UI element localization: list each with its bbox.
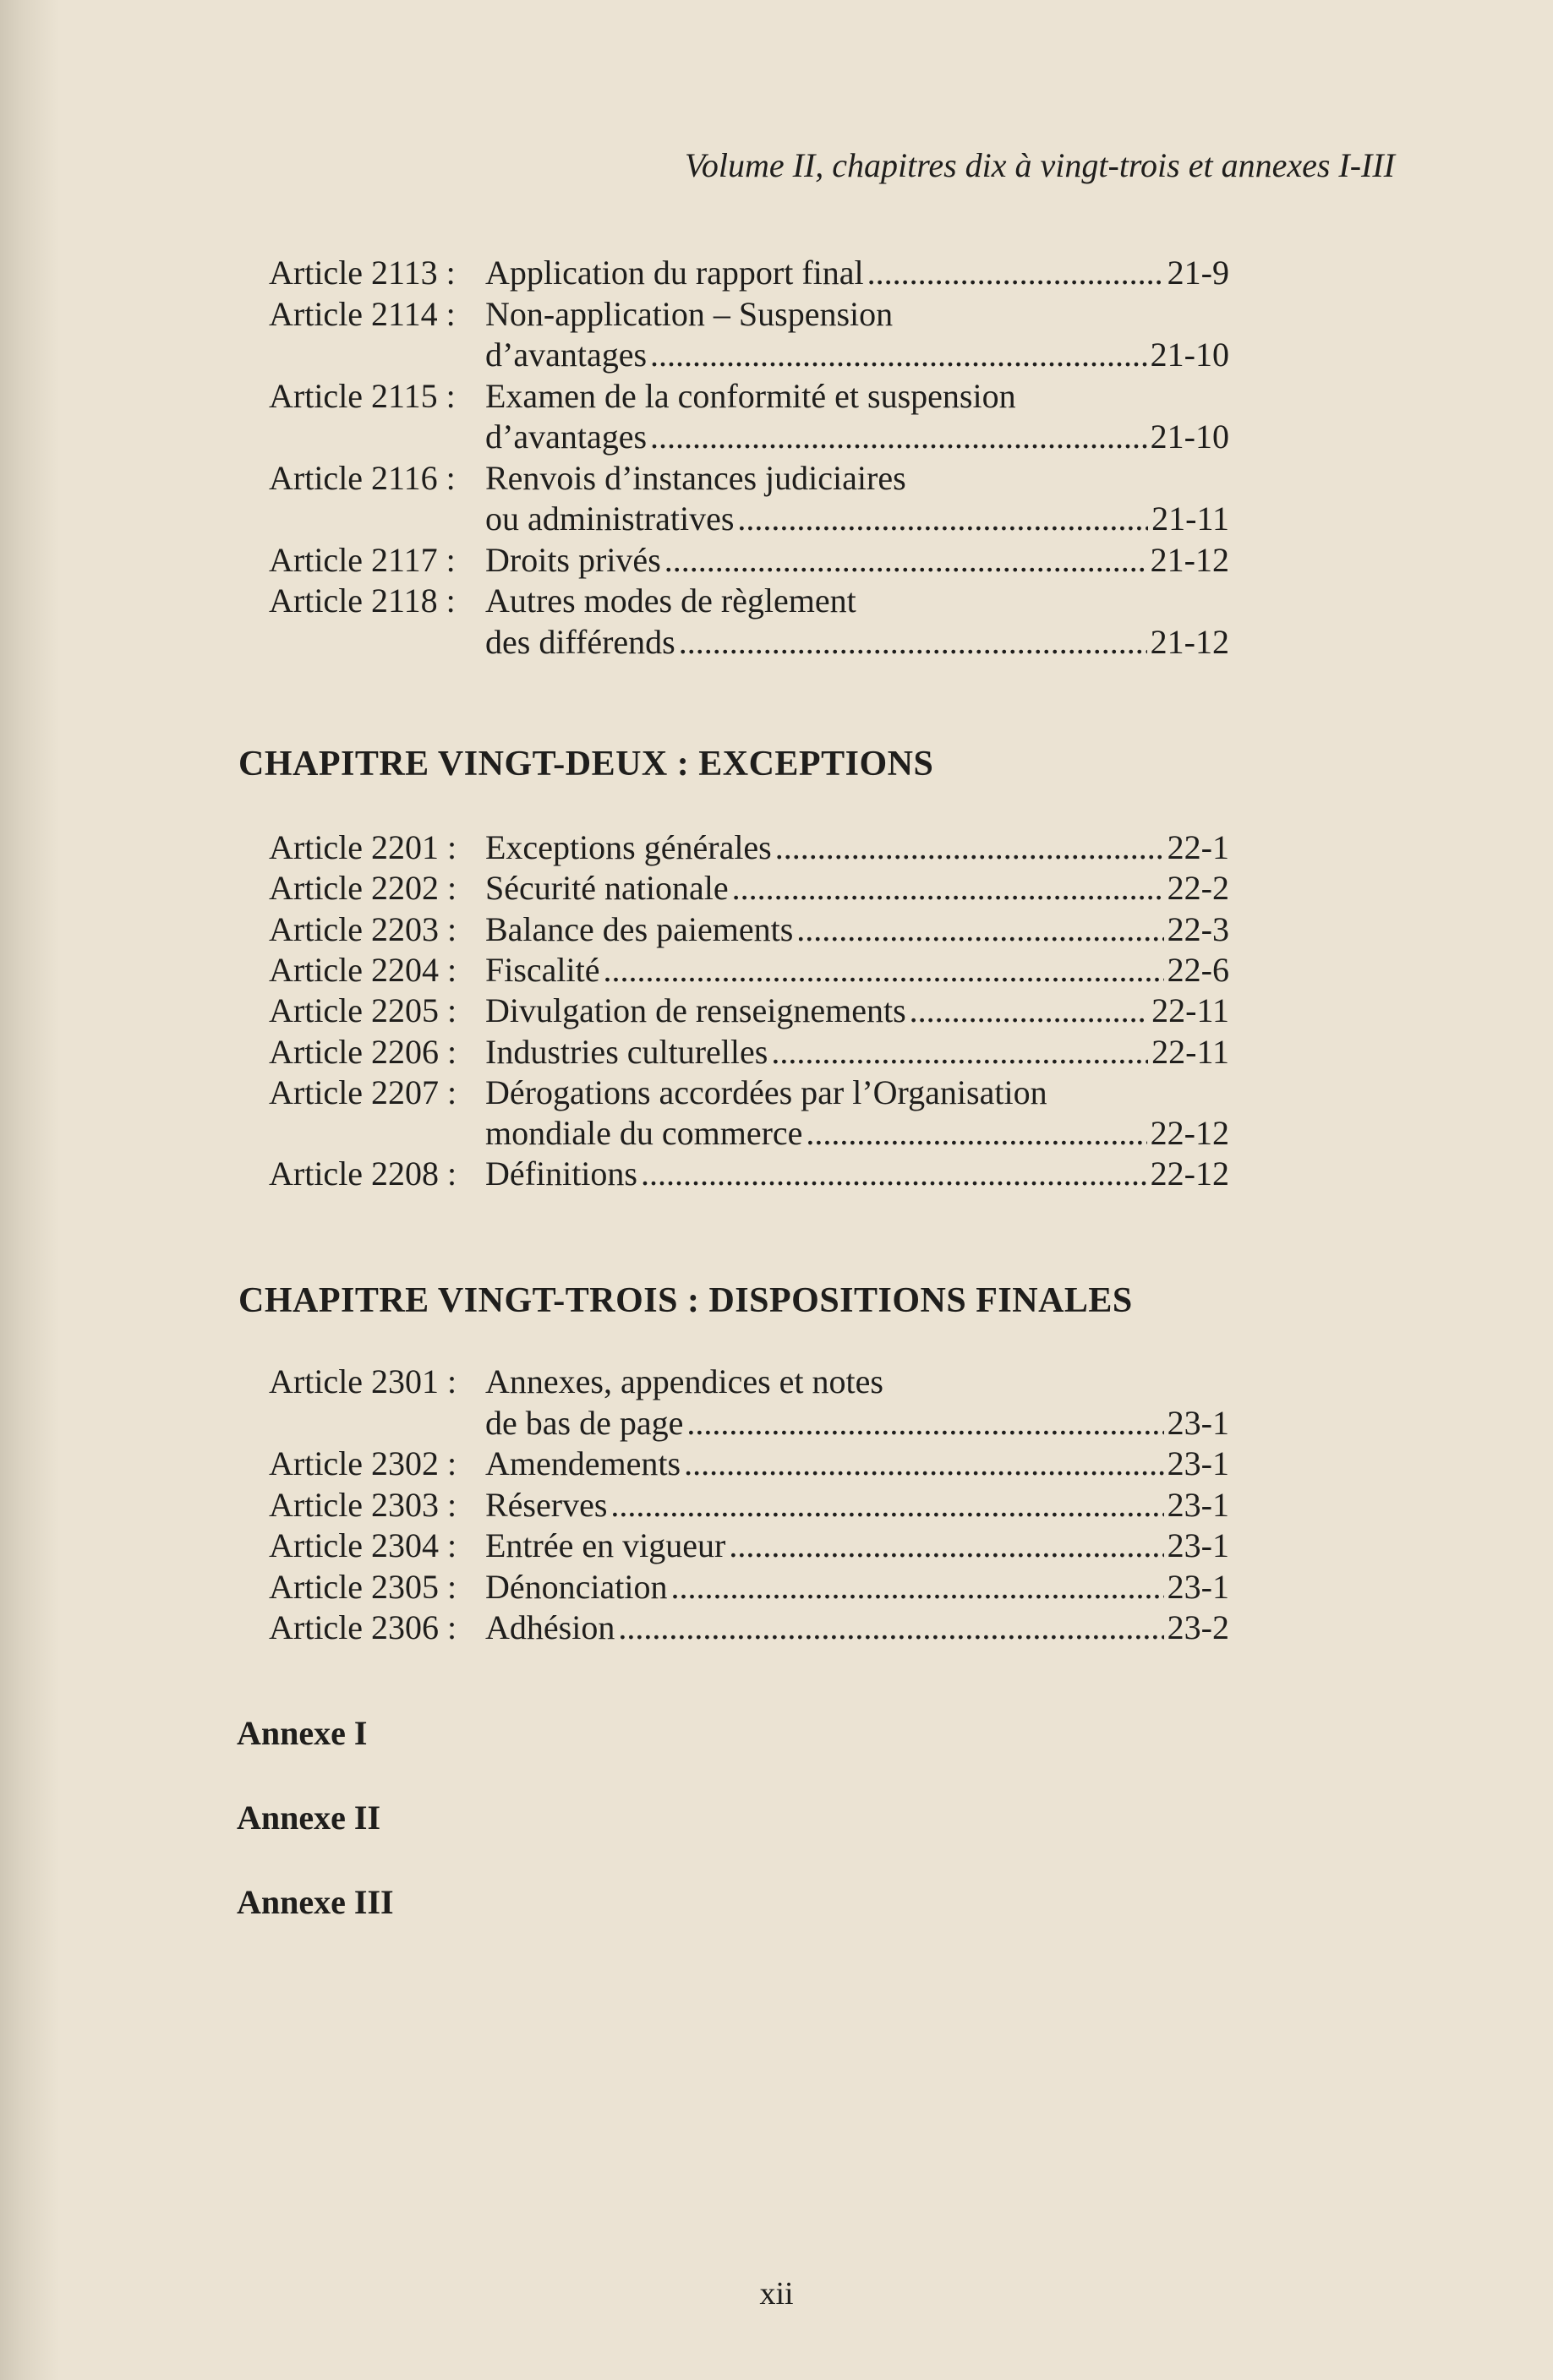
toc-row <box>0 498 1553 540</box>
article-number: Article 2113 : <box>269 254 456 292</box>
toc-row <box>0 1566 1553 1608</box>
toc-entry <box>485 1525 1229 1567</box>
toc-row <box>0 1361 1553 1403</box>
toc-entry <box>485 1607 1229 1649</box>
dot-leader <box>775 827 1164 869</box>
article-number: Article 2116 : <box>269 458 456 497</box>
toc-entry <box>485 1072 1229 1114</box>
toc-entry <box>485 334 1229 376</box>
toc-entry <box>485 1484 1229 1526</box>
toc-entry <box>485 990 1229 1032</box>
page-ref: 23-2 <box>1167 1608 1229 1646</box>
page-ref: 21-12 <box>1150 540 1229 579</box>
page-ref: 21-10 <box>1150 418 1229 456</box>
toc-entry <box>485 1566 1229 1608</box>
page-ref: 22-12 <box>1150 1114 1229 1153</box>
page-ref: 23-1 <box>1167 1526 1229 1564</box>
page-ref: 22-11 <box>1151 991 1229 1030</box>
annex-1: Annexe I <box>237 1714 368 1752</box>
entry-title: d’avantages <box>485 336 648 374</box>
toc-entry <box>485 375 1229 418</box>
article-number: Article 2203 : <box>269 909 457 948</box>
toc-row <box>0 539 1553 581</box>
article-number: Article 2204 : <box>269 950 457 989</box>
page-ref: 22-11 <box>1151 1032 1229 1071</box>
entry-title: Définitions <box>485 1155 637 1193</box>
entry-title: Entrée en vigueur <box>485 1526 726 1564</box>
running-header: Volume II, chapitres dix à vingt-trois et annexes I-III <box>684 146 1395 184</box>
annex-3: Annexe III <box>237 1883 394 1921</box>
toc-row <box>0 1443 1553 1485</box>
entry-title: Droits privés <box>485 540 661 579</box>
toc-entry <box>485 498 1229 540</box>
entry-title: Balance des paiements <box>485 909 794 948</box>
toc-row <box>0 416 1553 458</box>
toc-entry <box>485 909 1229 951</box>
page-number: xii <box>759 2276 794 2312</box>
dot-leader <box>686 1402 1163 1444</box>
dot-leader <box>650 334 1147 376</box>
toc-row <box>0 949 1553 991</box>
toc-row <box>0 1112 1553 1155</box>
dot-leader <box>610 1484 1163 1526</box>
toc-row <box>0 375 1553 418</box>
dot-leader <box>664 539 1147 581</box>
dot-leader <box>732 867 1164 909</box>
article-number: Article 2114 : <box>269 294 456 333</box>
page-ref: 21-10 <box>1150 336 1229 374</box>
page-ref: 23-1 <box>1167 1403 1229 1442</box>
page-ref: 22-2 <box>1167 869 1229 908</box>
dot-leader <box>806 1112 1146 1155</box>
toc-entry <box>485 1402 1229 1444</box>
chapter-23-heading: CHAPITRE VINGT-TROIS : DISPOSITIONS FINALES <box>238 1281 1133 1320</box>
dot-leader <box>641 1153 1147 1195</box>
article-number: Article 2208 : <box>269 1155 457 1193</box>
toc-entry <box>485 1443 1229 1485</box>
article-number: Article 2304 : <box>269 1526 457 1564</box>
dot-leader <box>771 1031 1148 1073</box>
toc-row <box>0 1525 1553 1567</box>
dot-leader <box>737 498 1148 540</box>
toc-entry <box>485 539 1229 581</box>
toc-row <box>0 1402 1553 1444</box>
toc-entry <box>485 580 1229 622</box>
page-ref: 21-9 <box>1167 254 1229 292</box>
toc-entry <box>485 1031 1229 1073</box>
dot-leader <box>671 1566 1164 1608</box>
dot-leader <box>604 949 1164 991</box>
entry-title: Dénonciation <box>485 1567 668 1606</box>
toc-row <box>0 1153 1553 1195</box>
article-number: Article 2303 : <box>269 1485 457 1524</box>
dot-leader <box>684 1443 1164 1485</box>
toc-entry <box>485 252 1229 294</box>
article-number: Article 2305 : <box>269 1567 457 1606</box>
toc-row <box>0 827 1553 869</box>
toc-row <box>0 1607 1553 1649</box>
entry-title: Annexes, appendices et notes <box>485 1362 883 1400</box>
entry-title: Non-application – Suspension <box>485 294 894 333</box>
annex-2: Annexe II <box>237 1799 381 1837</box>
entry-title: Adhésion <box>485 1608 615 1646</box>
toc-entry <box>485 949 1229 991</box>
article-number: Article 2206 : <box>269 1032 457 1071</box>
entry-title: Réserves <box>485 1485 608 1524</box>
page-ref: 22-12 <box>1150 1155 1229 1193</box>
article-number: Article 2306 : <box>269 1608 457 1646</box>
article-number: Article 2301 : <box>269 1362 457 1400</box>
toc-entry <box>485 1112 1229 1155</box>
dot-leader <box>729 1525 1163 1567</box>
dot-leader <box>796 909 1163 951</box>
article-number: Article 2115 : <box>269 376 456 415</box>
entry-title: des différends <box>485 622 675 661</box>
page-ref: 23-1 <box>1167 1567 1229 1606</box>
entry-title: ou administratives <box>485 499 735 538</box>
entry-title: Exceptions générales <box>485 828 772 866</box>
entry-title: d’avantages <box>485 418 648 456</box>
article-number: Article 2302 : <box>269 1444 457 1482</box>
entry-title: Autres modes de règlement <box>485 581 856 620</box>
toc-row <box>0 252 1553 294</box>
entry-title: Sécurité nationale <box>485 869 729 908</box>
article-number: Article 2117 : <box>269 540 456 579</box>
entry-title: de bas de page <box>485 1403 684 1442</box>
toc-entry <box>485 293 1229 336</box>
page-ref: 23-1 <box>1167 1444 1229 1482</box>
toc-row <box>0 334 1553 376</box>
page-ref: 23-1 <box>1167 1485 1229 1524</box>
dot-leader <box>618 1607 1163 1649</box>
toc-entry <box>485 867 1229 909</box>
entry-title: Divulgation de renseignements <box>485 991 906 1030</box>
entry-title: Renvois d’instances judiciaires <box>485 458 906 497</box>
entry-title: Amendements <box>485 1444 681 1482</box>
article-number: Article 2201 : <box>269 828 457 866</box>
entry-title: Industries culturelles <box>485 1032 768 1071</box>
toc-entry <box>485 457 1229 499</box>
entry-title: Fiscalité <box>485 950 600 989</box>
toc-entry <box>485 1153 1229 1195</box>
toc-row <box>0 1484 1553 1526</box>
entry-title: Dérogations accordées par l’Organisation <box>485 1073 1047 1111</box>
entry-title: Application du rapport final <box>485 254 864 292</box>
dot-leader <box>910 990 1149 1032</box>
toc-entry <box>485 827 1229 869</box>
page-ref: 22-3 <box>1167 909 1229 948</box>
toc-row <box>0 909 1553 951</box>
page-ref: 21-11 <box>1151 499 1229 538</box>
chapter-22-heading: CHAPITRE VINGT-DEUX : EXCEPTIONS <box>238 745 934 783</box>
article-number: Article 2118 : <box>269 581 456 620</box>
toc-row <box>0 1072 1553 1114</box>
toc-row <box>0 867 1553 909</box>
toc-row <box>0 621 1553 663</box>
dot-leader <box>679 621 1147 663</box>
toc-entry <box>485 416 1229 458</box>
dot-leader <box>650 416 1147 458</box>
toc-row <box>0 1031 1553 1073</box>
entry-title: mondiale du commerce <box>485 1114 803 1153</box>
article-number: Article 2207 : <box>269 1073 457 1111</box>
dot-leader <box>867 252 1164 294</box>
toc-row <box>0 457 1553 499</box>
article-number: Article 2205 : <box>269 991 457 1030</box>
toc-row <box>0 293 1553 336</box>
toc-row <box>0 580 1553 622</box>
entry-title: Examen de la conformité et suspension <box>485 376 1016 415</box>
page-ref: 21-12 <box>1150 622 1229 661</box>
toc-row <box>0 990 1553 1032</box>
toc-entry <box>485 621 1229 663</box>
page-ref: 22-1 <box>1167 828 1229 866</box>
toc-entry <box>485 1361 1229 1403</box>
article-number: Article 2202 : <box>269 869 457 908</box>
page-ref: 22-6 <box>1167 950 1229 989</box>
